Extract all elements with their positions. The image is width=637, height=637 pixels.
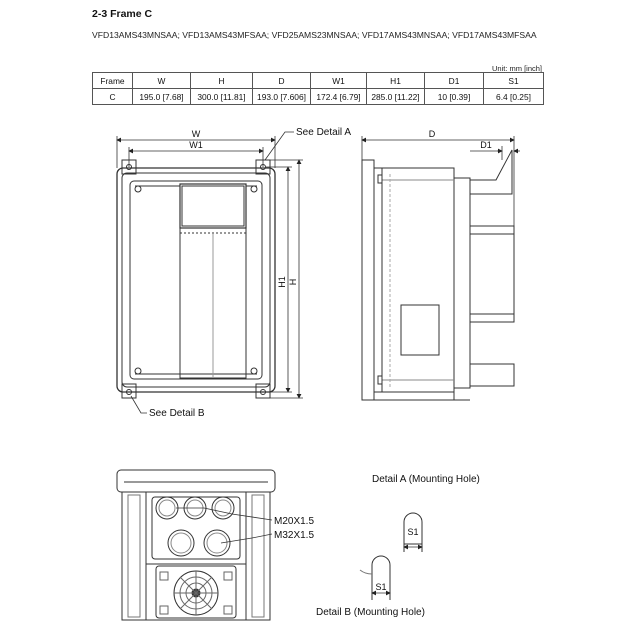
label-h: H	[288, 278, 298, 286]
label-h1: H1	[277, 276, 287, 288]
side-body	[382, 168, 454, 392]
bottom-top-edge	[117, 470, 275, 492]
label-s1-b: S1	[375, 582, 387, 592]
label-s1-a: S1	[407, 527, 419, 537]
label-w: W	[191, 129, 201, 139]
bottom-right-flange	[246, 492, 270, 620]
col-header-d: D	[253, 73, 311, 89]
side-front-step	[454, 178, 470, 388]
front-screw	[135, 368, 141, 374]
side-bottom-block	[470, 364, 514, 386]
callout-detail-a: See Detail A	[296, 127, 352, 138]
side-clip	[378, 376, 382, 384]
side-label-window	[401, 305, 439, 355]
fan-screw	[224, 606, 232, 614]
model-list: VFD13AMS43MNSAA; VFD13AMS43MFSAA; VFD25AMS23MNSAA; VFD17AMS43MNSAA; VFD17AMS43MFSAA	[92, 30, 537, 40]
col-header-h: H	[191, 73, 253, 89]
front-view	[117, 160, 275, 398]
gland-m32-2	[204, 530, 230, 556]
cell-w: 195.0 [7.68]	[133, 89, 191, 105]
fan-screw	[160, 572, 168, 580]
cell-d1: 10 [0.39]	[425, 89, 484, 105]
col-header-h1: H1	[367, 73, 425, 89]
bottom-left-flange	[122, 492, 146, 620]
callout-m20: M20X1.5	[274, 516, 315, 527]
side-view	[362, 150, 514, 400]
detail-b-slot	[372, 556, 390, 582]
bottom-gland-plate-inner	[152, 497, 240, 559]
side-top-tab	[470, 150, 512, 194]
detail-a-title: Detail A (Mounting Hole)	[372, 474, 480, 485]
label-w1: W1	[189, 140, 203, 150]
fan-screw	[224, 572, 232, 580]
front-keypad	[180, 184, 246, 228]
col-header-w: W	[133, 73, 191, 89]
col-header-d1: D1	[425, 73, 484, 89]
front-screw	[251, 368, 257, 374]
bottom-right-rib	[252, 495, 264, 617]
gland-leaders	[176, 508, 272, 543]
col-header-frame: Frame	[93, 73, 133, 89]
front-screw	[251, 186, 257, 192]
side-dimensions	[362, 136, 520, 226]
cell-w1: 172.4 [6.79]	[311, 89, 367, 105]
gland-m32-1	[168, 530, 194, 556]
col-header-w1: W1	[311, 73, 367, 89]
bottom-left-rib	[128, 495, 140, 617]
callout-m32: M32X1.5	[274, 530, 315, 541]
leader-detail-b	[131, 396, 147, 413]
cell-d: 193.0 [7.606]	[253, 89, 311, 105]
side-clip	[378, 175, 382, 183]
cell-frame: C	[93, 89, 133, 105]
leader-detail-a	[265, 132, 294, 160]
side-gasket	[374, 168, 382, 392]
page-title: 2-3 Frame C	[92, 8, 153, 20]
cell-h1: 285.0 [11.22]	[367, 89, 425, 105]
front-screw	[135, 186, 141, 192]
unit-label: Unit: mm [inch]	[491, 64, 542, 73]
bottom-view	[117, 470, 275, 620]
cell-h: 300.0 [11.81]	[191, 89, 253, 105]
callout-detail-b: See Detail B	[149, 408, 205, 419]
detail-b-drawing	[360, 556, 390, 600]
label-d1: D1	[480, 140, 492, 150]
label-d: D	[428, 129, 436, 139]
detail-b-title: Detail B (Mounting Hole)	[316, 607, 425, 618]
col-header-s1: S1	[484, 73, 544, 89]
side-back-plate	[362, 160, 374, 400]
fan-screw	[160, 606, 168, 614]
cell-s1: 6.4 [0.25]	[484, 89, 544, 105]
side-fan-housing	[470, 226, 514, 322]
